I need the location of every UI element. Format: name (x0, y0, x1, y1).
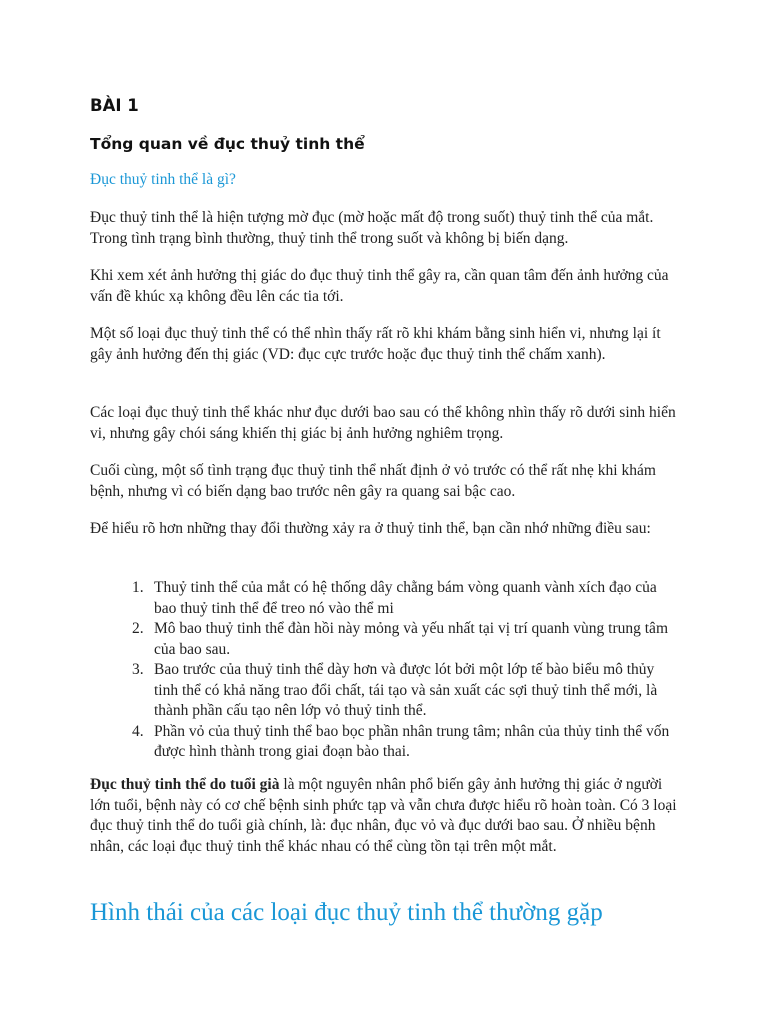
list-item-number: 2. (132, 620, 144, 637)
document-title: Tổng quan về đục thuỷ tinh thể (90, 135, 365, 153)
paragraph-visual-impact: Khi xem xét ảnh hưởng thị giác do đục thuỷ tinh thể gây ra, cần quan tâm đến ảnh hưởng của vấn đề khúc xạ không đều lên các tia tới. (90, 267, 669, 305)
list-item (90, 660, 680, 722)
paragraph-intro-list: Để hiểu rõ hơn những thay đổi thường xảy ra ở thuỷ tinh thể, bạn cần nhớ những điều sau: (90, 520, 651, 537)
list-item-number: 4. (132, 722, 144, 740)
list-item (90, 578, 680, 619)
section-heading: Hình thái của các loại đục thuỷ tinh thể thường gặp (90, 899, 603, 926)
list-item-number: 1. (132, 579, 144, 596)
paragraph-definition: Đục thuỷ tinh thể là hiện tượng mờ đục (mờ hoặc mất độ trong suốt) thuỷ tinh thể của mắt. Trong tình trạng bình thường, thuỷ tinh thể trong suốt và không bị biến dạng. (90, 209, 654, 247)
list-item-text: Phần vỏ của thuỷ tinh thể bao bọc phần nhân trung tâm; nhân của thủy tinh thể vốn được hình thành trong giai đoạn bào thai. (154, 722, 670, 760)
list-item-text: Bao trước của thuỷ tinh thể dày hơn và được lót bởi một lớp tế bào biểu mô thủy tinh thể có khả năng trao đổi chất, tái tạo và sản xuất các sợi thuỷ tinh thể mới, là thành phần cấu tạo nên lớp vỏ thuỷ tinh thể. (154, 661, 658, 719)
list-item-text: Thuỷ tinh thể của mắt có hệ thống dây chằng bám vòng quanh vành xích đạo của bao thuỷ tinh thể để treo nó vào thể mi (154, 579, 657, 617)
list-item (90, 722, 680, 763)
list-item-number: 3. (132, 661, 144, 678)
paragraph-visible-types: Một số loại đục thuỷ tinh thể có thể nhìn thấy rất rõ khi khám bằng sinh hiển vi, nhưng lại ít gây ảnh hưởng đến thị giác (VD: đục cực trước hoặc đục thuỷ tinh thể chấm xanh). (90, 325, 661, 363)
lesson-label: BÀI 1 (90, 96, 139, 115)
paragraph-posterior-types: Các loại đục thuỷ tinh thể khác như đục dưới bao sau có thể không nhìn thấy rõ dưới sinh hiển vi, nhưng gây chói sáng khiến thị giác bị ảnh hưởng nghiêm trọng. (90, 404, 676, 442)
paragraph-senile-cataract (90, 775, 680, 857)
bold-term: Đục thuỷ tinh thể do tuổi già (90, 776, 280, 793)
list-item (90, 619, 680, 660)
paragraph-senile-cataract-text: là một nguyên nhân phổ biến gây ảnh hưởng thị giác ở người lớn tuổi, bệnh này có cơ chế bệnh sinh phức tạp và vẫn chưa được hiểu rõ hoàn toàn. Có 3 loại đục thuỷ tinh thể do tuổi già chính, là: đục nhân, đục vỏ và đục dưới bao sau. Ở nhiều bệnh nhân, các loại đục thuỷ tinh thể khác nhau có thể cùng tồn tại trên một mắt. (90, 776, 677, 855)
paragraph-anterior-cortex: Cuối cùng, một số tình trạng đục thuỷ tinh thể nhất định ở vỏ trước có thể rất nhẹ khi khám bệnh, nhưng vì có biến dạng bao trước nên gây ra quang sai bậc cao. (90, 462, 656, 500)
list-item-text: Mô bao thuỷ tinh thể đàn hồi này mỏng và yếu nhất tại vị trí quanh vùng trung tâm của bao sau. (154, 620, 668, 658)
section-subheading: Đục thuỷ tinh thể là gì? (90, 171, 236, 188)
numbered-list (90, 578, 680, 763)
